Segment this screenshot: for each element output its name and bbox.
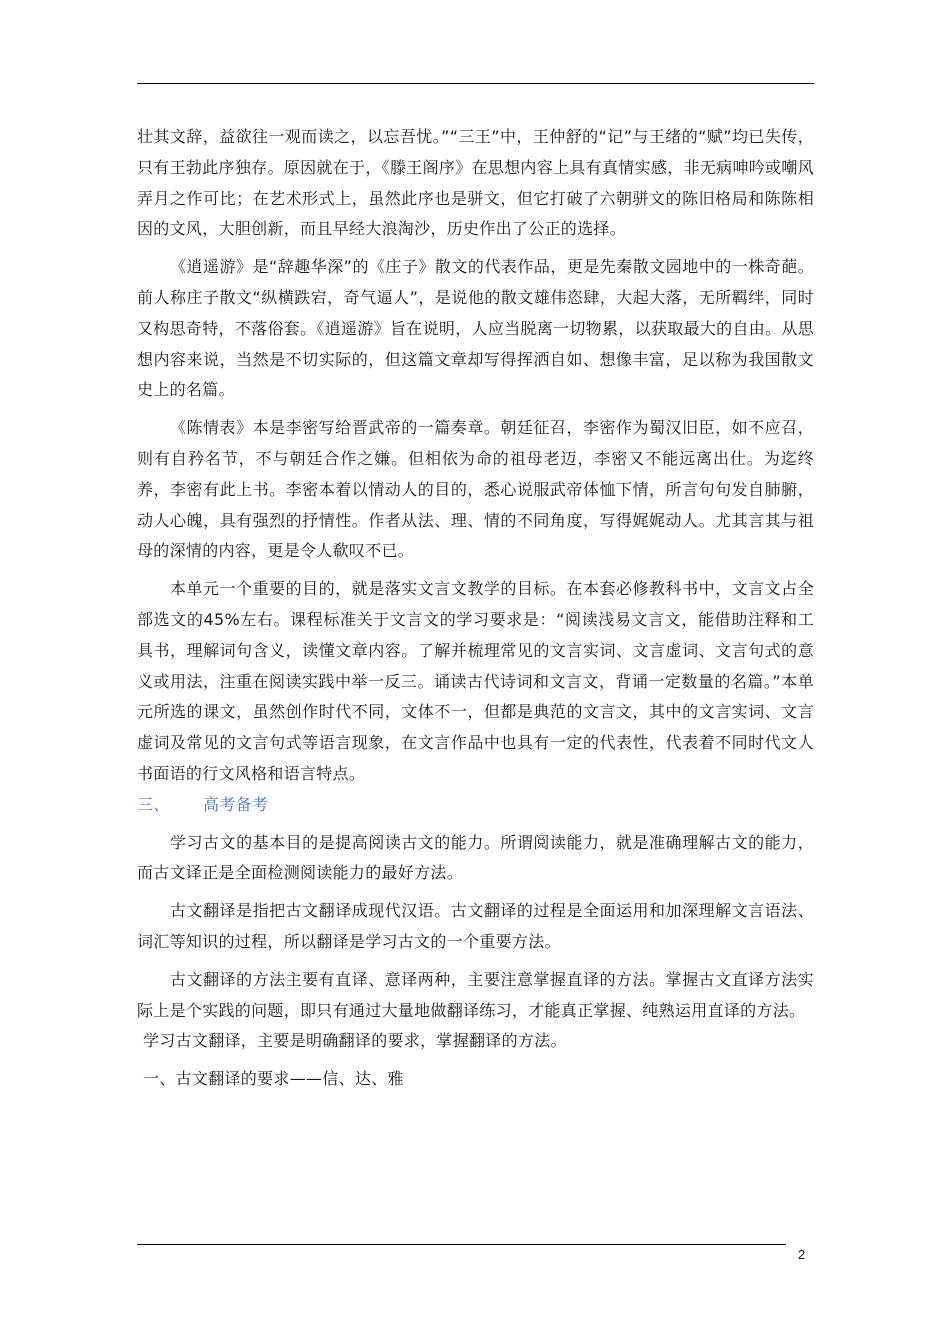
paragraph-chenqingbiao: 《陈情表》本是李密写给晋武帝的一篇奏章。朝廷征召，李密作为蜀汉旧臣，如不应召，则有自矜名节，不与朝廷合作之嫌。但相依为命的祖母老迈，李密又不能远离出仕。为迄终养，李密有此上书。李密本着以情动人的目的，悉心说服武帝体恤下情，所言句句发自肺腑，动人心魄，具有强烈的抒情性。作者从法、理、情的不同角度，写得娓娓动人。尤其言其与祖母的深情的内容，更是令人欷叹不已。 xyxy=(137,418,814,561)
page-number: 2 xyxy=(798,1247,806,1262)
header-rule xyxy=(137,83,814,84)
footer-rule xyxy=(137,1244,786,1245)
body-text xyxy=(137,122,814,1095)
paragraph-xiaoyaoyou: 《逍遥游》是“辞趣华深”的《庄子》散文的代表作品，更是先秦散文园地中的一株奇葩。前人称庄子散文“纵横跌宕，奇气逼人”，是说他的散文雄伟恣肆，大起大落，无所羁绊，同时又构思奇特，不落俗套。《逍遥游》旨在说明，人应当脱离一切物累，以获取最大的自由。从思想内容来说，当然是不切实际的，但这篇文章却写得挥洒自如、想像丰富，足以称为我国散文史上的名篇。 xyxy=(137,257,814,400)
paragraph-spacer xyxy=(137,406,814,413)
paragraph-reading-ability: 学习古文的基本目的是提高阅读古文的能力。所谓阅读能力，就是准确理解古文的能力，而古文译正是全面检测阅读能力的最好方法。 xyxy=(137,832,814,883)
paragraph-tengwangge: 壮其文辞，益欲往一观而读之，以忘吾忧。”“三王”中，王仲舒的“记”与王绪的“赋”均已失传，只有王勃此序独存。原因就在于，《滕王阁序》在思想内容上具有真情实感，非无病呻吟或嘲风弄月之作可比；在艺术形式上，虽然此序也是骈文，但它打破了六朝骈文的陈旧格局和陈陈相因的文风，大胆创新，而且早经大浪淘沙，历史作出了公正的选择。 xyxy=(137,127,814,239)
section-heading-title: 高考备考 xyxy=(203,794,269,814)
paragraph-spacer xyxy=(137,1057,814,1064)
section-heading xyxy=(137,790,814,821)
subheading-xin-da-ya: 一、古文翻译的要求——信、达、雅 xyxy=(143,1069,404,1089)
paragraph-unit-goal: 本单元一个重要的目的，就是落实文言文教学的目标。在本套必修教科书中，文言文占全部选文的45%左右。课程标准关于文言文的学习要求是：“阅读浅易文言文，能借助注释和工具书，理解词句含义，读懂文章内容。了解并梳理常见的文言实词、文言虚词、文言句式的意义或用法，注重在阅读实践中举一反三。诵读古代诗词和文言文，背诵一定数量的名篇。”本单元所选的课文，虽然创作时代不同，文体不一，但都是典范的文言文，其中的文言实词、文言虚词及常见的文言句式等语言现象，在文言作品中也具有一定的代表性，代表着不同时代文人书面语的行文风格和语言特点。 xyxy=(137,579,814,783)
paragraph-spacer xyxy=(137,958,814,965)
paragraph-translation-methods: 古文翻译的方法主要有直译、意译两种，主要注意掌握直译的方法。掌握古文直译方法实际上是个实践的问题，即只有通过大量地做翻译练习，才能真正掌握、纯熟运用直译的方法。 xyxy=(137,969,814,1020)
paragraph-spacer xyxy=(137,245,814,252)
paragraph-spacer xyxy=(137,821,814,828)
paragraph-translation-definition: 古文翻译是指把古文翻译成现代汉语。古文翻译的过程是全面运用和加深理解文言语法、词汇等知识的过程，所以翻译是学习古文的一个重要方法。 xyxy=(137,901,814,951)
paragraph-spacer xyxy=(137,889,814,896)
section-heading-number: 三、 xyxy=(137,794,170,814)
paragraph-spacer xyxy=(137,567,814,574)
paragraph-translation-requirements: 学习古文翻译，主要是明确翻译的要求，掌握翻译的方法。 xyxy=(143,1031,567,1051)
